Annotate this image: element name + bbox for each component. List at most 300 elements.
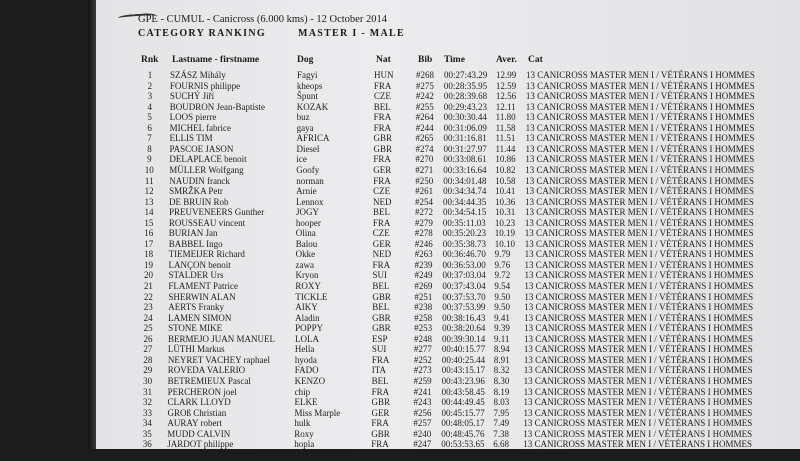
cell-name: FOURNIS philippe (169, 80, 241, 91)
cell-time: 00:35:20.23 (442, 228, 487, 239)
cell-bib: #268 (416, 70, 434, 80)
cell-bib: #252 (413, 354, 432, 365)
cell-time: 00:35:11.03 (442, 217, 486, 228)
cell-bib: #259 (413, 375, 432, 386)
cell-name: PREUVENEERS Gunther (168, 207, 265, 218)
cell-cat: 13 CANICROSS MASTER MEN I / VÉTÉRANS I HOMMES (525, 143, 755, 154)
table-row (0, 260, 799, 271)
cell-cat: 13 CANICROSS MASTER MEN I / VÉTÉRANS I HOMMES (525, 122, 755, 133)
table-row (0, 365, 798, 376)
cell-nat: SUI (371, 344, 387, 355)
cell-bib: #256 (413, 407, 432, 418)
cell-time: 00:31:16.81 (443, 133, 487, 144)
cell-dog: Diesel (296, 143, 320, 154)
cell-aver: 9.50 (494, 302, 510, 313)
cell-aver: 12.99 (496, 70, 517, 80)
col-dog-header: Dog (297, 55, 314, 65)
cell-name: PASCOE JASON (169, 143, 234, 154)
cell-dog: Okke (295, 249, 316, 260)
col-cat-header: Cat (528, 55, 543, 65)
cell-rank: 16 (144, 228, 154, 239)
cell-rank: 13 (144, 196, 154, 207)
cell-time: 00:38:20.64 (442, 323, 486, 334)
table-row (0, 292, 798, 303)
cell-rank: 22 (143, 291, 153, 302)
cell-cat: 13 CANICROSS MASTER MEN I / VÉTÉRANS I HOMMES (525, 80, 755, 91)
cell-rank: 3 (147, 91, 153, 102)
cell-cat: 13 CANICROSS MASTER MEN I / VÉTÉRANS I HOMMES (523, 397, 753, 408)
cell-nat: CZE (373, 186, 391, 197)
cell-cat: 13 CANICROSS MASTER MEN I / VÉTÉRANS I HOMMES (523, 344, 753, 355)
cell-bib: #257 (413, 418, 432, 429)
table-row (0, 429, 797, 440)
cell-name: DE BRUIN Rob (169, 196, 229, 207)
table-row (0, 323, 798, 334)
cell-bib: #244 (415, 122, 434, 133)
cell-time: 00:53:53.65 (441, 439, 485, 450)
cell-name: SMRŽKA Petr (169, 186, 223, 197)
cell-nat: GBR (373, 133, 393, 144)
cell-bib: #277 (413, 344, 432, 355)
cell-cat: 13 CANICROSS MASTER MEN I / VÉTÉRANS I HOMMES (524, 323, 753, 334)
col-bib-header: Bib (418, 55, 433, 65)
table-row (0, 112, 800, 123)
cell-rank: 18 (144, 249, 154, 260)
cell-nat: FRA (372, 259, 391, 270)
cell-nat: GBR (372, 312, 391, 323)
cell-aver: 10.86 (495, 154, 516, 165)
cell-time: 00:38:16.43 (442, 312, 486, 323)
cell-time: 00:35:38.73 (442, 238, 486, 249)
cell-aver: 8.32 (493, 365, 510, 376)
cell-rank: 4 (147, 101, 153, 112)
cell-bib: #246 (414, 238, 433, 249)
cell-name: BETREMIEUX Pascal (167, 375, 251, 386)
cell-aver: 10.10 (494, 238, 515, 249)
cell-cat: 13 CANICROSS MASTER MEN I / VÉTÉRANS I HOMMES (525, 154, 755, 165)
cell-dog: Olina (295, 228, 316, 239)
cell-bib: #242 (415, 91, 434, 102)
cell-cat: 13 CANICROSS MASTER MEN I / VÉTÉRANS I HOMMES (524, 207, 754, 218)
cell-name: RUSSO ENRICO (167, 449, 232, 460)
cell-aver: 9.79 (494, 249, 511, 260)
cell-aver: 10.58 (495, 175, 516, 186)
cell-time: 00:43:23.96 (441, 375, 485, 386)
table-row (0, 133, 800, 144)
cell-time: 00:33:16.64 (443, 164, 487, 175)
cell-aver: 12.56 (495, 91, 517, 102)
cell-time: 00:34:44.35 (443, 196, 487, 207)
cell-bib: #249 (414, 270, 433, 281)
table-row (0, 144, 799, 155)
cell-name: NEYRET VACHEY raphael (167, 354, 270, 365)
cell-rank: 23 (143, 302, 153, 313)
cell-nat: FRA (373, 175, 391, 186)
table-row (0, 123, 800, 134)
cell-aver: 9.39 (494, 323, 510, 334)
cell-cat: 13 CANICROSS MASTER MEN I / VÉTÉRANS I HOMMES (525, 196, 754, 207)
cell-aver: 8.19 (493, 386, 510, 397)
cell-name: BERMEJO JUAN MANUEL (168, 333, 276, 344)
cell-aver: 9.41 (494, 312, 510, 323)
cell-cat: 13 CANICROSS MASTER MEN I / VÉTÉRANS I HOMMES (524, 302, 754, 313)
cell-name: GROß Christian (167, 407, 227, 418)
cell-name: STONE MIKE (168, 323, 223, 334)
cell-bib: #251 (414, 291, 433, 302)
cell-bib: #278 (414, 228, 433, 239)
cell-cat: 13 CANICROSS MASTER MEN I / VÉTÉRANS I HOMMES (523, 365, 753, 376)
cell-dog: ice (296, 154, 307, 165)
cell-aver: 7.38 (493, 428, 510, 439)
cell-rank: 36 (142, 439, 152, 450)
cell-cat: 13 CANICROSS MASTER MEN I / VÉTÉRANS I HOMMES (523, 354, 753, 365)
table-row (0, 207, 799, 218)
cell-bib: #274 (415, 143, 434, 154)
cell-cat: 13 CANICROSS MASTER MEN I / VÉTÉRANS I HOMMES (524, 270, 754, 281)
table-row (0, 344, 798, 355)
table-row (0, 376, 798, 387)
cell-time: 00:27:43.29 (444, 70, 488, 80)
cell-nat: SUI (372, 270, 387, 281)
cell-dog: Miss Marple (294, 407, 341, 418)
cell-cat: 13 CANICROSS MASTER MEN I / VÉTÉRANS I HOMMES (525, 164, 755, 175)
cell-name: BABBEL Ingo (168, 238, 223, 249)
cell-time: 00:44:49.45 (441, 397, 485, 408)
cell-cat: 13 CANICROSS MASTER MEN I / VÉTÉRANS I HOMMES (524, 291, 754, 302)
cell-cat: 13 CANICROSS MASTER MEN I / VÉTÉRANS I HOMMES (524, 312, 754, 323)
cell-cat: 13 CANICROSS MASTER MEN I / VÉTÉRANS I HOMMES (524, 281, 754, 291)
cell-rank: 27 (143, 344, 153, 355)
cell-nat: ITA (371, 449, 386, 460)
cell-dog: KENZO (294, 375, 326, 386)
cell-time: 00:37:03.04 (442, 270, 486, 281)
cell-dog: norman (296, 175, 324, 186)
cell-nat: FRA (373, 112, 392, 123)
cell-nat: GER (371, 407, 390, 418)
table-row (0, 218, 799, 229)
document-subtitle (138, 28, 437, 39)
cell-aver: 12.59 (495, 80, 517, 91)
cell-cat: 13 CANICROSS MASTER MEN I / VÉTÉRANS I HOMMES (523, 407, 753, 418)
cell-aver: 10.23 (494, 217, 516, 228)
cell-time: 00:33:08.61 (443, 154, 487, 165)
cell-rank: 31 (143, 386, 153, 397)
cell-rank: 5 (147, 112, 152, 123)
cell-nat: GBR (373, 143, 392, 154)
cell-cat: 13 CANICROSS MASTER MEN I / VÉTÉRANS I HOMMES (524, 228, 754, 239)
cell-rank: 10 (144, 164, 154, 175)
cell-cat: 13 CANICROSS MASTER MEN I / VÉTÉRANS I HOMMES (523, 428, 753, 439)
cell-name: FLAMENT Patrice (168, 281, 238, 291)
cell-rank: 33 (142, 407, 152, 418)
cell-aver: 7.95 (493, 407, 510, 418)
table-row (0, 154, 799, 165)
cell-time: 00:28:35.95 (443, 80, 488, 91)
cell-name: ROUSSEAU vincent (168, 217, 246, 228)
table-row (0, 239, 799, 250)
cell-dog: chip (294, 386, 311, 397)
cell-bib: #241 (413, 386, 432, 397)
cell-time: 00:53:55.56 (441, 449, 485, 460)
cell-name: CLARK LLOYD (167, 397, 231, 408)
cell-dog: FADO (294, 365, 319, 376)
cell-aver: 6.68 (493, 439, 509, 450)
cell-rank: 2 (147, 80, 153, 91)
cell-dog: hopla (294, 439, 315, 450)
cell-name: LAMEN SIMON (168, 312, 232, 323)
cell-rank: 30 (143, 375, 153, 386)
cell-bib: #255 (415, 101, 434, 112)
cell-aver: 8.94 (493, 344, 510, 355)
cell-rank: 28 (143, 354, 153, 365)
cell-time: 00:31:27.97 (443, 143, 487, 154)
cell-aver: 10.82 (495, 164, 516, 175)
cell-cat: 13 CANICROSS MASTER MEN I / VÉTÉRANS I HOMMES (523, 375, 753, 386)
cell-aver: 12.11 (495, 101, 516, 112)
cell-aver: 7.49 (493, 418, 510, 429)
cell-nat: FRA (371, 354, 390, 365)
cell-nat: GBR (372, 291, 391, 302)
cell-nat: FRA (371, 386, 390, 397)
cell-name: MUDD CALVIN (167, 428, 231, 439)
cell-bib: #253 (414, 323, 433, 334)
cell-name: STALDER Urs (168, 270, 224, 281)
table-row (0, 197, 799, 208)
cell-dog: JOGY (295, 207, 319, 218)
cell-name: SUCHÝ Jiří (169, 91, 215, 102)
cell-bib: #258 (414, 312, 433, 323)
table-row (0, 186, 799, 197)
table-row (0, 302, 798, 313)
cell-rank: 34 (142, 418, 152, 429)
cell-dog: KOZAK (296, 101, 329, 112)
cell-bib: #248 (414, 333, 432, 344)
cell-time: 00:40:25.44 (441, 354, 486, 365)
cell-name: ROVEDA VALERIO (167, 365, 246, 376)
cell-nat: CZE (373, 91, 391, 102)
cell-dog: Roxy (294, 428, 314, 439)
cell-bib: #247 (413, 439, 432, 450)
cell-time: 00:48:05.17 (441, 418, 485, 429)
cell-dog: Hella (294, 344, 315, 355)
cell-nat: BEL (371, 375, 389, 386)
cell-aver: 9.50 (494, 291, 511, 302)
table-row (0, 270, 798, 281)
cell-aver: 8.30 (493, 375, 510, 386)
cell-dog: Arnie (296, 186, 317, 197)
cell-cat: 13 CANICROSS MASTER MEN I / VÉTÉRANS I HOMMES (525, 133, 755, 144)
cell-dog: Aladin (295, 312, 320, 323)
cell-nat: GBR (372, 323, 391, 334)
cell-nat: HUN (374, 70, 394, 80)
cell-nat: FRA (371, 418, 389, 429)
cell-rank: 29 (143, 365, 153, 376)
cell-bib: #243 (413, 397, 432, 408)
col-nat-header: Nat (376, 55, 391, 65)
table-row (0, 249, 799, 260)
cell-rank: 21 (143, 281, 153, 291)
cell-aver: 9.72 (494, 270, 511, 281)
document-title: GPE - CUMUL - Canicross (6.000 kms) - 12 October 2014 (138, 14, 387, 25)
cell-name: BURIAN Jan (168, 228, 218, 239)
cell-aver: 11.80 (495, 112, 516, 123)
cell-aver: 11.44 (495, 143, 516, 154)
cell-time: 00:31:06.09 (443, 122, 487, 133)
cell-bib: #269 (414, 281, 433, 291)
col-name-header: Lastname - firstname (172, 55, 260, 65)
cell-bib: #266 (413, 449, 432, 460)
cell-dog: kheops (296, 80, 323, 91)
cell-aver: 9.11 (494, 333, 510, 344)
cell-rank: 26 (143, 333, 153, 344)
cell-aver: 8.91 (493, 354, 510, 365)
cell-nat: CZE (372, 228, 390, 239)
cell-time: 00:43:15.17 (441, 365, 486, 376)
cell-rank: 37 (142, 449, 152, 460)
table-row (0, 397, 798, 408)
cell-nat: GER (372, 238, 391, 249)
cell-rank: 15 (144, 217, 154, 228)
cell-time: 00:39:30.14 (442, 333, 486, 344)
table-row (0, 165, 799, 176)
cell-dog: TICKLE (295, 291, 328, 302)
cell-rank: 11 (144, 175, 154, 186)
cell-bib: #263 (414, 249, 433, 260)
cell-nat: NED (373, 196, 392, 207)
table-row (0, 387, 798, 398)
cell-aver: 9.54 (494, 281, 511, 291)
cell-name: DELAPLACE benoit (169, 154, 247, 165)
cell-rank: 24 (143, 312, 153, 323)
cell-cat: 13 CANICROSS MASTER MEN I / VÉTÉRANS I HOMMES (524, 249, 754, 260)
cell-bib: #270 (415, 154, 434, 165)
cell-bib: #272 (414, 207, 433, 218)
cell-nat: BEL (373, 101, 391, 112)
table-row (0, 176, 799, 187)
cell-dog: AFRICA (296, 133, 330, 144)
cell-time: 00:34:54.15 (442, 207, 487, 218)
cell-time: 00:48:45.76 (441, 428, 485, 439)
cell-nat: NED (372, 249, 392, 260)
cell-name: NAUDIN franck (169, 175, 230, 186)
cell-name: TIEMEIJER Richard (168, 249, 245, 260)
cell-name: MICHEL fabrice (169, 122, 232, 133)
cell-dog: gaya (296, 122, 314, 133)
cell-dog: hyoda (294, 354, 317, 365)
cell-bib: #240 (413, 428, 432, 439)
table-row (0, 81, 800, 92)
cell-cat: 13 CANICROSS MASTER MEN I / VÉTÉRANS I HOMMES (525, 112, 755, 123)
cell-time: 00:28:39.68 (443, 91, 488, 102)
cell-name: LOOS pierre (169, 112, 217, 123)
cell-nat: BEL (372, 207, 390, 218)
cell-time: 00:34:34.74 (443, 186, 487, 197)
cell-time: 00:30:30.44 (443, 112, 487, 123)
cell-cat: 13 CANICROSS MASTER MEN I / VÉTÉRANS I HOMMES (526, 70, 755, 80)
table-row (0, 102, 800, 113)
cell-nat: ITA (371, 365, 387, 376)
cell-time: 00:29:43.23 (443, 101, 488, 112)
cell-nat: FRA (373, 154, 391, 165)
cell-aver: 9.76 (494, 259, 511, 270)
cell-dog: buz (296, 112, 310, 123)
cell-rank: 35 (142, 428, 152, 439)
cell-aver: 10.31 (494, 207, 516, 218)
cell-nat: BEL (372, 281, 390, 291)
cell-dog: ELKE (294, 397, 318, 408)
cell-dog: zawa (295, 259, 315, 270)
cell-dog: hooper (295, 217, 321, 228)
cell-bib: #254 (415, 196, 434, 207)
cell-name: BOUDRON Jean-Baptiste (169, 101, 266, 112)
cell-rank: 20 (143, 270, 153, 281)
cell-bib: #275 (415, 80, 434, 91)
cell-nat: FRA (372, 217, 391, 228)
cell-rank: 19 (144, 259, 154, 270)
cell-dog: Balou (295, 238, 318, 249)
table-row (0, 70, 800, 81)
table-row (0, 334, 798, 345)
cell-aver: 11.58 (495, 122, 516, 133)
table-row (0, 418, 797, 429)
col-time-header: Time (444, 55, 465, 65)
cell-dog: JACOBA (294, 449, 330, 460)
cell-dog: Lennox (296, 196, 324, 207)
cell-dog: POPPY (295, 323, 324, 334)
cell-cat: 13 CANICROSS MASTER MEN I / VÉTÉRANS I HOMMES (523, 418, 753, 429)
category-ranking-label: CATEGORY RANKING (138, 28, 266, 39)
cell-nat: FRA (373, 80, 392, 91)
cell-dog: Špunt (296, 91, 318, 102)
cell-nat: GBR (371, 397, 391, 408)
cell-rank: 25 (143, 323, 153, 334)
cell-nat: GBR (371, 428, 390, 439)
cell-aver: 6.68 (493, 449, 509, 460)
cell-dog: hulk (294, 418, 311, 429)
cell-nat: GER (373, 164, 392, 175)
cell-cat: 13 CANICROSS MASTER MEN I / VÉTÉRANS I HOMMES (525, 186, 754, 197)
cell-bib: #239 (414, 259, 433, 270)
cell-rank: 1 (147, 70, 153, 80)
cell-time: 00:43:58.45 (441, 386, 485, 397)
table-row (0, 91, 800, 102)
cell-nat: FRA (371, 439, 389, 450)
cell-rank: 32 (143, 397, 153, 408)
cell-bib: #264 (415, 112, 434, 123)
cell-aver: 8.03 (493, 397, 510, 408)
cell-rank: 17 (144, 238, 154, 249)
table-row (0, 450, 797, 461)
cell-name: ELLIS TIM (169, 133, 213, 144)
cell-rank: 7 (147, 133, 152, 144)
cell-bib: #273 (413, 365, 432, 376)
table-row (0, 408, 797, 419)
cell-name: AURAY robert (167, 418, 222, 429)
table-row (0, 313, 798, 324)
cell-name: LANÇON benoit (168, 259, 231, 270)
cell-name: AERTS Franky (168, 302, 224, 313)
cell-cat: 13 CANICROSS MASTER MEN I / VÉTÉRANS I HOMMES (524, 259, 754, 270)
cell-bib: #279 (414, 217, 433, 228)
cell-bib: #271 (415, 164, 434, 175)
cell-name: JARDOT philippe (167, 439, 234, 450)
cell-cat: 13 CANICROSS MASTER MEN I / VÉTÉRANS I HOMMES (523, 439, 753, 450)
cell-rank: 14 (144, 207, 154, 218)
cell-dog: ROXY (295, 281, 321, 291)
cell-rank: 12 (144, 186, 154, 197)
cell-bib: #265 (415, 133, 434, 144)
table-row (0, 281, 798, 292)
